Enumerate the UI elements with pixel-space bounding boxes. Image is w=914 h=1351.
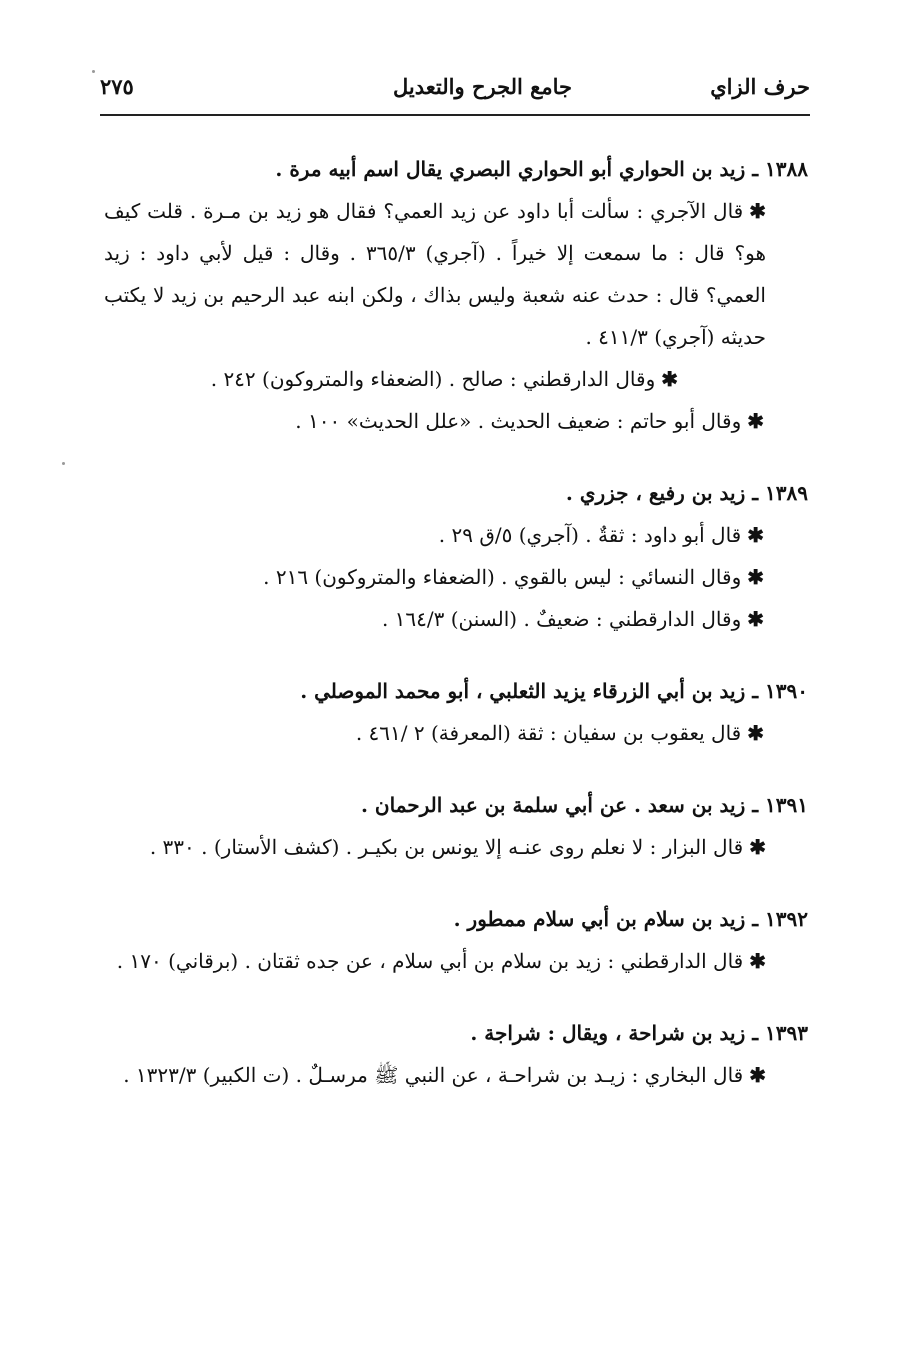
entry-1391	[104, 784, 808, 868]
bullet-icon: ✱	[747, 565, 764, 589]
scan-speck	[92, 70, 95, 73]
item-text: وقال النسائي : ليس بالقوي . (الضعفاء والمتروكون) ٢١٦ .	[263, 565, 742, 589]
item-text: قال أبو داود : ثقةٌ . (آجري) ٥/ق ٢٩ .	[438, 523, 742, 547]
paragraph-text: قال الدارقطني : زيد بن سلام بن أبي سلام ، عن جده ثقتان . (برقاني) ١٧٠ .	[116, 949, 744, 973]
page-header	[100, 66, 810, 112]
item-text: قال يعقوب بن سفيان : ثقة (المعرفة) ٢ /٤٦١ .	[355, 721, 742, 745]
bullet-icon: ✱	[747, 523, 764, 547]
list-item	[104, 400, 808, 442]
entry-1390	[104, 670, 808, 754]
book-title: جامع الجرح والتعديل	[393, 74, 572, 99]
paragraph-text: قال البخاري : زيـد بن شراحـة ، عن النبي ﷺ مرسـلٌ . (ت الكبير) ١٣٢٣/٣ .	[123, 1063, 744, 1087]
chapter-title: حرف الزاي	[710, 74, 810, 99]
list-item	[104, 358, 808, 400]
entry-title: ١٣٩٢ ـ زيد بن سلام بن أبي سلام ممطور .	[453, 907, 808, 931]
bullet-icon: ✱	[747, 607, 764, 631]
entry-title: ١٣٩٠ ـ زيد بن أبي الزرقاء يزيد الثعلبي ، أبو محمد الموصلي .	[300, 679, 808, 703]
list-item	[104, 514, 808, 556]
item-text: وقال الدارقطني : صالح . (الضعفاء والمتروكون) ٢٤٢ .	[210, 367, 656, 391]
list-item	[104, 712, 808, 754]
entry-title: ١٣٩٣ ـ زيد بن شراحة ، ويقال : شراجة .	[470, 1021, 808, 1045]
bullet-icon: ✱	[661, 367, 678, 391]
entry-1389	[104, 472, 808, 640]
bullet-icon: ✱	[749, 1063, 766, 1087]
bullet-icon: ✱	[749, 949, 766, 973]
paragraph-text: قال الآجري : سألت أبا داود عن زيد العمي؟ فقال هو زيد بن مـرة . قلت كيف هو؟ قال : ما سمعت إلا خيراً . (آجري) ٣٦٥/٣ . وقال : قيل لأبي داود : زيد العمي؟ قال : حدث عنه شعبة وليس بذاك ، ولكن ابنه عبد الرحيم بن زيد لا يكتب حديثه (آجري) ٤١١/٣ .	[104, 199, 766, 349]
entry-1393	[104, 1012, 808, 1096]
page-body	[104, 148, 808, 1126]
list-item	[104, 598, 808, 640]
header-rule	[100, 114, 810, 116]
entry-1388	[104, 148, 808, 442]
entry-paragraph	[104, 190, 808, 358]
entry-1392	[104, 898, 808, 982]
entry-title: ١٣٨٨ ـ زيد بن الحواري أبو الحواري البصري يقال اسم أبيه مرة .	[275, 157, 808, 181]
entry-paragraph	[104, 826, 808, 868]
bullet-icon: ✱	[749, 199, 766, 223]
item-text: وقال الدارقطني : ضعيفٌ . (السنن) ١٦٤/٣ .	[381, 607, 742, 631]
list-item	[104, 556, 808, 598]
entry-paragraph	[104, 940, 808, 982]
paragraph-text: قال البزار : لا نعلم روى عنـه إلا يونس بن بكيـر . (كشف الأستار) . ٣٣٠ .	[149, 835, 744, 859]
bullet-icon: ✱	[747, 721, 764, 745]
entry-title: ١٣٨٩ ـ زيد بن رفيع ، جزري .	[565, 481, 808, 505]
bullet-icon: ✱	[747, 409, 764, 433]
item-text: وقال أبو حاتم : ضعيف الحديث . «علل الحديث» ١٠٠ .	[295, 409, 742, 433]
entry-paragraph	[104, 1054, 808, 1096]
scan-speck	[62, 462, 65, 465]
entry-title: ١٣٩١ ـ زيد بن سعد . عن أبي سلمة بن عبد الرحمان .	[361, 793, 808, 817]
bullet-icon: ✱	[749, 835, 766, 859]
page-number: ٢٧٥	[100, 74, 134, 99]
